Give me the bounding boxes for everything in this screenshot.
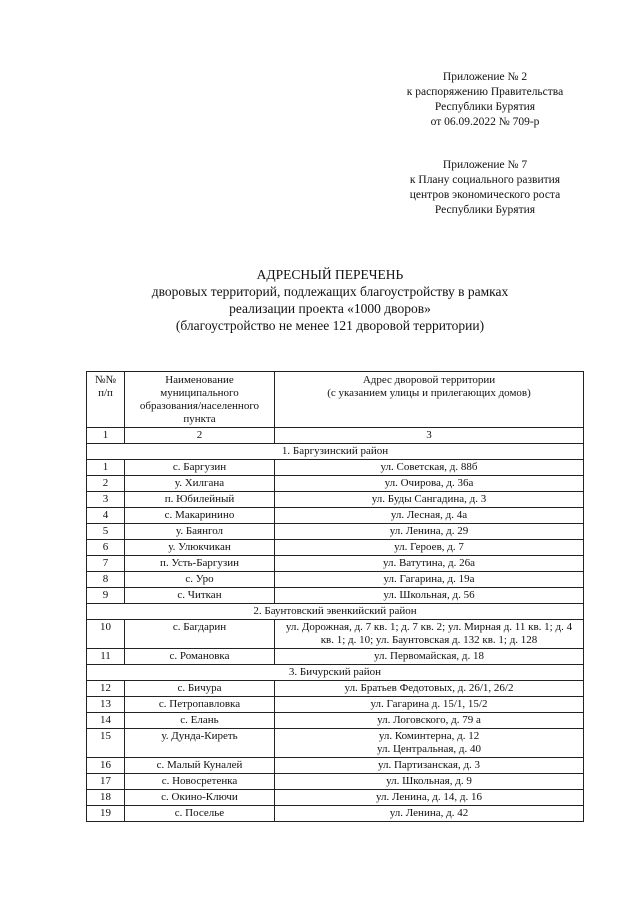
settlement-name: у. Хилгана	[125, 476, 275, 492]
table-row	[87, 649, 584, 665]
annex-line: Республики Бурятия	[434, 101, 536, 113]
address-line: ул. Советская, д. 88б	[380, 461, 478, 473]
address-line: ул. Лесная, д. 4а	[390, 509, 468, 521]
settlement-name: с. Баргузин	[125, 460, 275, 476]
address-line: ул. Школьная, д. 56	[383, 589, 475, 601]
settlement-name: с. Петропавловка	[125, 697, 275, 713]
row-number: 18	[87, 790, 125, 806]
row-number: 1	[87, 460, 125, 476]
address-cell	[275, 620, 584, 649]
address-cell	[275, 806, 584, 822]
address-cell	[275, 556, 584, 572]
row-number: 16	[87, 758, 125, 774]
address-line: ул. Буды Сангадина, д. 3	[371, 493, 487, 505]
address-line: ул. Центральная, д. 40	[376, 743, 482, 755]
address-cell	[275, 524, 584, 540]
header-num	[87, 372, 125, 428]
address-line: ул. Логовского, д. 79 а	[377, 714, 481, 726]
table-row	[87, 774, 584, 790]
row-number: 4	[87, 508, 125, 524]
row-number: 5	[87, 524, 125, 540]
settlement-name: с. Читкан	[125, 588, 275, 604]
address-line: ул. Очирова, д. 36а	[384, 477, 474, 489]
row-number: 8	[87, 572, 125, 588]
address-line: ул. Гагарина, д. 19а	[383, 573, 475, 585]
header-text: муниципального	[160, 387, 239, 399]
address-line: ул. Первомайская, д. 18	[374, 650, 484, 662]
address-cell	[275, 492, 584, 508]
column-number: 2	[125, 428, 275, 444]
district-name: 2. Баунтовский эвенкийский район	[87, 604, 584, 620]
table-row	[87, 729, 584, 758]
table-row	[87, 806, 584, 822]
district-row	[87, 604, 584, 620]
settlement-name: с. Поселье	[125, 806, 275, 822]
title-line: реализации проекта «1000 дворов»	[229, 301, 431, 316]
address-cell	[275, 790, 584, 806]
address-cell	[275, 729, 584, 758]
district-name: 3. Бичурский район	[87, 665, 584, 681]
row-number: 3	[87, 492, 125, 508]
settlement-name: с. Новосретенка	[125, 774, 275, 790]
table-row	[87, 556, 584, 572]
address-line: ул. Коминтерна, д. 12	[378, 730, 480, 742]
document-title	[60, 266, 600, 334]
settlement-name: у. Дунда-Киреть	[125, 729, 275, 758]
address-cell	[275, 774, 584, 790]
header-text: п/п	[98, 387, 113, 399]
address-line: ул. Ленина, д. 42	[389, 807, 469, 819]
settlement-name: с. Романовка	[125, 649, 275, 665]
settlement-name: с. Бичура	[125, 681, 275, 697]
row-number: 12	[87, 681, 125, 697]
table-body	[87, 444, 584, 822]
address-cell	[275, 476, 584, 492]
table-row	[87, 572, 584, 588]
address-cell	[275, 649, 584, 665]
row-number: 11	[87, 649, 125, 665]
annex-line: к Плану социального развития	[409, 174, 561, 186]
settlement-name: с. Макаринино	[125, 508, 275, 524]
address-cell	[275, 572, 584, 588]
address-cell	[275, 540, 584, 556]
settlement-name: у. Улюкчикан	[125, 540, 275, 556]
address-cell	[275, 758, 584, 774]
row-number: 7	[87, 556, 125, 572]
row-number: 19	[87, 806, 125, 822]
table-header-row	[87, 372, 584, 428]
annex-line: от 06.09.2022 № 709-р	[430, 116, 540, 128]
header-name	[125, 372, 275, 428]
table-row	[87, 620, 584, 649]
annex-line: центров экономического роста	[409, 189, 561, 201]
address-line: ул. Гагарина д. 15/1, 15/2	[370, 698, 488, 710]
table-row	[87, 460, 584, 476]
header-text: образования/населенного	[139, 400, 260, 412]
table-row	[87, 476, 584, 492]
annex-line: Республики Бурятия	[434, 204, 536, 216]
table-row	[87, 713, 584, 729]
row-number: 17	[87, 774, 125, 790]
address-cell	[275, 508, 584, 524]
address-cell	[275, 697, 584, 713]
table-row	[87, 588, 584, 604]
header-text: Адрес дворовой территории	[362, 374, 496, 386]
annex-block-order	[380, 70, 590, 130]
row-number: 10	[87, 620, 125, 649]
table-row	[87, 508, 584, 524]
annex-line: Приложение № 2	[442, 71, 528, 83]
table-row	[87, 697, 584, 713]
settlement-name: п. Усть-Баргузин	[125, 556, 275, 572]
settlement-name: с. Уро	[125, 572, 275, 588]
settlement-name: с. Елань	[125, 713, 275, 729]
column-number: 3	[275, 428, 584, 444]
table-row	[87, 681, 584, 697]
annex-line: к распоряжению Правительства	[406, 86, 564, 98]
table-row	[87, 492, 584, 508]
header-text: №№	[95, 374, 116, 386]
row-number: 14	[87, 713, 125, 729]
address-cell	[275, 681, 584, 697]
table-row	[87, 790, 584, 806]
title-line: (благоустройство не менее 121 дворовой территории)	[175, 318, 485, 333]
district-name: 1. Баргузинский район	[87, 444, 584, 460]
address-line: ул. Братьев Федотовых, д. 26/1, 26/2	[344, 682, 514, 694]
row-number: 9	[87, 588, 125, 604]
settlement-name: у. Баянгол	[125, 524, 275, 540]
table-row	[87, 758, 584, 774]
address-line: ул. Дорожная, д. 7 кв. 1; д. 7 кв. 2; ул. Мирная д. 11 кв. 1; д. 4 кв. 1; д. 10; ул. Баунтовская д. 132 кв. 1; д. 128	[285, 621, 573, 646]
table-row	[87, 524, 584, 540]
address-cell	[275, 588, 584, 604]
address-line: ул. Героев, д. 7	[394, 541, 464, 553]
address-line: ул. Школьная, д. 9	[386, 775, 472, 787]
column-number-row	[87, 428, 584, 444]
address-table	[86, 371, 584, 822]
header-address	[275, 372, 584, 428]
row-number: 13	[87, 697, 125, 713]
address-cell	[275, 460, 584, 476]
row-number: 15	[87, 729, 125, 758]
settlement-name: с. Багдарин	[125, 620, 275, 649]
address-line: ул. Ленина, д. 29	[389, 525, 469, 537]
header-text: (с указанием улицы и прилегающих домов)	[327, 387, 531, 399]
settlement-name: с. Малый Куналей	[125, 758, 275, 774]
title-line: дворовых территорий, подлежащих благоустройству в рамках	[151, 284, 509, 299]
address-cell	[275, 713, 584, 729]
annex-block-plan	[380, 158, 590, 218]
row-number: 6	[87, 540, 125, 556]
column-number: 1	[87, 428, 125, 444]
settlement-name: п. Юбилейный	[125, 492, 275, 508]
address-line: ул. Ватутина, д. 26а	[382, 557, 476, 569]
settlement-name: с. Окино-Ключи	[125, 790, 275, 806]
title-heading: АДРЕСНЫЙ ПЕРЕЧЕНЬ	[256, 267, 404, 282]
address-line: ул. Ленина, д. 14, д. 16	[375, 791, 482, 803]
address-line: ул. Партизанская, д. 3	[377, 759, 481, 771]
district-row	[87, 665, 584, 681]
row-number: 2	[87, 476, 125, 492]
district-row	[87, 444, 584, 460]
annex-line: Приложение № 7	[442, 159, 528, 171]
header-text: Наименование	[165, 374, 234, 386]
table-row	[87, 540, 584, 556]
header-text: пункта	[183, 413, 216, 425]
